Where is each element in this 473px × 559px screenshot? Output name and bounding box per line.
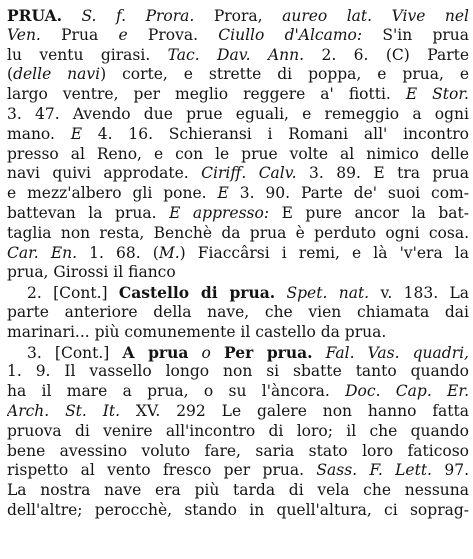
text-span: parte anteriore della nave, che vien chiamata dai (7, 302, 469, 321)
text-span: presso al Reno, e con le prue volte al nimico delle (7, 144, 469, 163)
text-span: 3. 89. E tra prua (296, 164, 469, 183)
headword: Per prua. (223, 342, 313, 362)
text-span: 97. (431, 461, 469, 480)
text-line (7, 46, 469, 66)
italic-citation: Fal. Vas. quadri, (312, 343, 469, 362)
text-span: Prua (40, 25, 119, 44)
text-line (7, 362, 469, 382)
text-span: 3. [Cont.] (27, 343, 123, 362)
text-line (7, 224, 469, 244)
italic-citation: aureo lat. Vive nel (282, 7, 469, 25)
text-span: e mezz'albero gli pone. (7, 184, 218, 203)
text-line (7, 501, 469, 521)
text-line (7, 184, 469, 204)
italic-citation: Tac. Dav. Ann. (167, 45, 305, 64)
headword: PRUA. (7, 6, 62, 25)
text-span: pruova di venire all'incontro di loro; il che quando (7, 421, 469, 440)
italic-citation: Sass. F. Lett. (316, 461, 432, 480)
italic-citation: o (188, 343, 224, 362)
text-span: XV. 292 Le galere non hanno fatta (120, 401, 469, 420)
text-line (7, 145, 469, 165)
text-span: 3. 47. Avendo due prue eguali, e remeggio a ogni (7, 104, 469, 123)
text-line (7, 263, 469, 283)
italic-citation: Ciullo d'Alcamo: (218, 25, 363, 44)
text-span: 1. 68. ( (77, 243, 159, 262)
italic-citation: E (217, 184, 229, 203)
text-span: 2. 6. (C) Parte (304, 45, 469, 64)
text-line (7, 283, 469, 303)
text-span: S'in prua (362, 25, 469, 44)
text-span: bene avessino voluto fare, saria stato loro faticoso (7, 441, 469, 460)
italic-citation: S. f. Prora. (62, 7, 195, 25)
headword: Castello di prua. (118, 283, 276, 303)
italic-citation: Car. En. (7, 243, 78, 262)
italic-citation: Ciriff. Calv. (201, 164, 297, 183)
text-line (7, 323, 469, 343)
text-line (7, 6, 469, 26)
dictionary-entry-prua (7, 6, 469, 521)
text-span: lu ventu girasi. (7, 45, 168, 64)
text-line (7, 125, 469, 145)
text-span: 4. 16. Schieransi i Romani all' incontro (82, 124, 469, 143)
text-span: prua, Girossi il fianco (7, 263, 176, 282)
text-line (7, 105, 469, 125)
text-span: Prora, (194, 7, 283, 25)
text-span: ha il mare a prua, o su l'àncora. (7, 382, 346, 401)
text-line (7, 65, 469, 85)
text-line (7, 461, 469, 481)
text-span: rispetto al vento fresco per prua. (7, 461, 317, 480)
text-line (7, 442, 469, 462)
text-span: E pure ancor la bat- (269, 203, 469, 222)
text-span: navi quivi approdate. (7, 164, 202, 183)
italic-citation: Arch. St. It. (7, 401, 120, 420)
text-line (7, 382, 469, 402)
text-line (7, 343, 469, 363)
text-line (7, 481, 469, 501)
text-line (7, 26, 469, 46)
text-span: dell'altre; perocchè, stando in quell'altura, ci soprag- (7, 500, 469, 519)
text-span: v. 183. La (369, 284, 469, 303)
text-span: marinari... più comunemente il castello da prua. (7, 322, 387, 341)
italic-citation: Doc. Cap. Er. (345, 382, 469, 401)
italic-citation: e (118, 25, 128, 44)
text-line (7, 303, 469, 323)
italic-citation: Spet. nat. (275, 284, 370, 303)
text-span: 2. [Cont.] (27, 284, 119, 303)
text-span: largo ventre, per meglio reggere a' fiotti. (7, 85, 406, 104)
italic-citation: M. (158, 243, 180, 262)
text-span: ( (7, 65, 14, 84)
text-span: ) Fiaccârsi i remi, e là 'v'era la (179, 243, 469, 262)
text-span: ) corte, e strette di poppa, e prua, e (100, 65, 469, 84)
text-line (7, 244, 469, 264)
text-span: 1. 9. Il vassello longo non si sbatte tanto quando (7, 362, 469, 381)
text-line (7, 164, 469, 184)
italic-citation: delle navi (13, 65, 101, 84)
text-span: battevan la prua. (7, 203, 170, 222)
headword: A prua (122, 342, 189, 362)
text-span: La nostra nave era più tarda di vela che nessuna (7, 481, 469, 500)
text-line (7, 422, 469, 442)
text-span: 3. 90. Parte de' suoi com- (228, 184, 469, 203)
text-span: taglia non resta, Benchè da prua è perduto ogni cosa. (7, 223, 469, 242)
text-span: mano. (7, 124, 71, 143)
text-line (7, 85, 469, 105)
italic-citation: E appresso: (169, 203, 270, 222)
text-line (7, 204, 469, 224)
text-line (7, 402, 469, 422)
italic-citation: Ven. (7, 25, 41, 44)
italic-citation: E (70, 124, 83, 143)
italic-citation: E Stor. (405, 85, 469, 104)
text-span: Prova. (127, 25, 219, 44)
